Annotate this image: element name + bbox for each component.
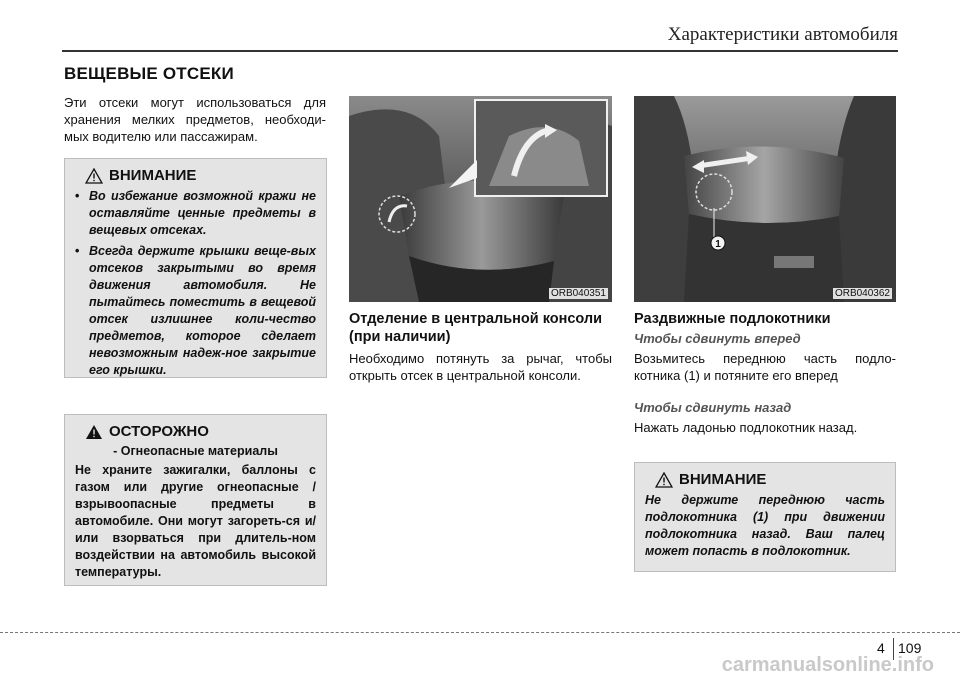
caution-box-armrest [634,462,896,572]
caution-item: • Во избежание возможной кражи не оставляйте ценные предметы в вещевых отсеках. [75,188,316,239]
danger-box-flammables [64,414,327,586]
armrest-forward-text: Возьмитесь переднюю часть подло-котника (1) и потяните его вперед [634,351,896,383]
callout-1-label: 1 [715,239,721,250]
warning-triangle-icon [85,168,103,184]
footer-rule [0,632,960,633]
header-rule [62,50,898,52]
armrest-title: Раздвижные подлокотники [634,311,831,327]
intro-text: Эти отсеки могут использоваться для хранения мелких предметов, необходи-мых водителю или пассажирам. [64,95,326,144]
armrest-forward-title: Чтобы сдвинуть вперед [634,331,801,346]
danger-subtitle: - Огнеопасные материалы [113,444,278,458]
photo-code: ORB040362 [834,288,890,299]
caution-text: Не держите переднюю часть подлокотника (1) при движении подлокотника назад. Ваш палец может попасть в подлокотник. [645,493,885,558]
warning-triangle-icon [655,472,673,488]
console-photo [349,96,612,302]
caution-item: • Всегда держите крышки веще-вых отсеков закрытыми во время движения автомобиля. Не пытайтесь поместить в вещевой отсек излишнее коли-чество предметов, которое сделает невозможным надеж-ное закрытие его крышки. [75,243,316,379]
photo-code: ORB040351 [550,288,606,299]
caution-heading [85,167,316,184]
danger-triangle-icon [85,424,103,440]
header-title: Характеристики автомобиля [667,24,898,45]
caution-box-theft [64,158,327,378]
caution-title: ВНИМАНИЕ [109,167,197,184]
caution-title: ВНИМАНИЕ [679,471,767,488]
danger-text: Не храните зажигалки, баллоны с газом или другие огнеопасные / взрывоопасные предметы в автомобиле. Они могут загореть-ся и/или взорваться при длитель-ном воздействии на автомобиль высокой температуры. [75,463,316,579]
chapter-number: 4 [877,640,885,656]
page-number: 109 [898,640,922,656]
armrest-back-title: Чтобы сдвинуть назад [634,400,792,415]
armrest-back-text: Нажать ладонью подлокотник назад. [634,420,858,435]
console-text: Необходимо потянуть за рычаг, чтобы открыть отсек в центральной консоли. [349,351,612,383]
watermark: carmanualsonline.info [721,654,934,676]
section-title: ВЕЩЕВЫЕ ОТСЕКИ [64,64,234,83]
danger-title: ОСТОРОЖНО [109,423,209,440]
armrest-illustration [634,96,896,302]
caution-heading [655,471,885,488]
console-illustration [349,96,612,302]
armrest-photo [634,96,896,302]
console-title: Отделение в центральной консоли (при наличии) [349,311,603,345]
caution-list [75,188,316,379]
danger-heading [85,423,316,440]
